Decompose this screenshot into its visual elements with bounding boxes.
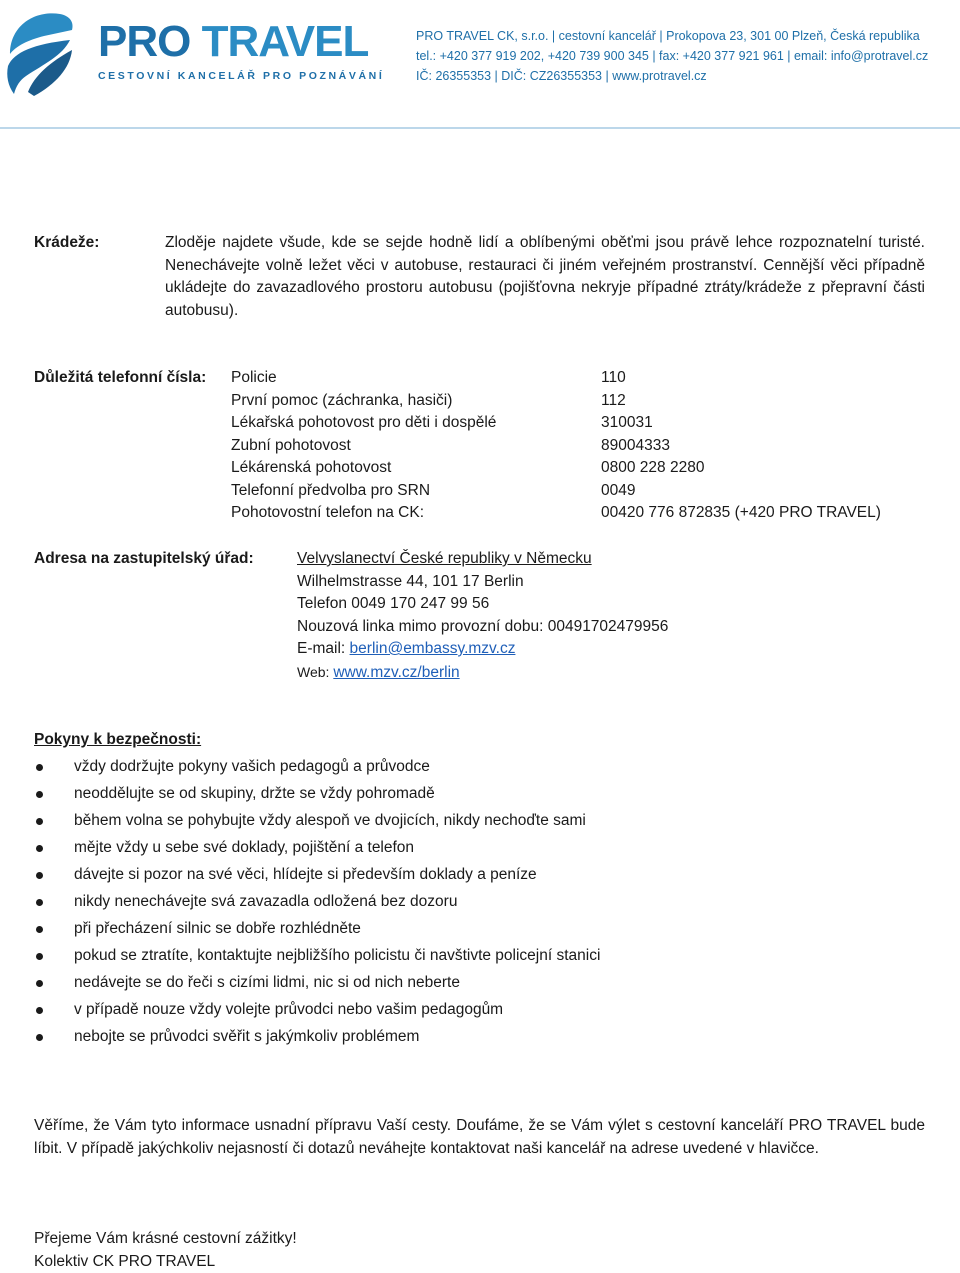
embassy-address: Wilhelmstrasse 44, 101 17 Berlin <box>297 571 524 594</box>
embassy-phone: Telefon 0049 170 247 99 56 <box>297 593 489 616</box>
embassy-emergency: Nouzová linka mimo provozní dobu: 00491702479956 <box>297 616 668 639</box>
theft-label: Krádeže: <box>34 232 99 255</box>
list-item-text: nebojte se průvodci svěřit s jakýmkoliv problémem <box>74 1026 419 1049</box>
brand-travel: TRAVEL <box>202 17 369 66</box>
list-item-text: nedávejte se do řeči s cizími lidmi, nic si od nich neberte <box>74 972 460 995</box>
sign-off <box>34 1228 297 1273</box>
email-label: E-mail: <box>297 640 350 657</box>
wish-line: Přejeme Vám krásné cestovní zážitky! <box>34 1228 297 1251</box>
phone-name: Pohotovostní telefon na CK: <box>231 502 424 525</box>
phone-number: 310031 <box>601 412 653 435</box>
brand-pro: PRO <box>98 17 190 66</box>
list-item-text: neoddělujte se od skupiny, držte se vždy pohromadě <box>74 783 435 806</box>
phones-label: Důležitá telefonní čísla: <box>34 367 206 390</box>
brand-tagline: CESTOVNÍ KANCELÁŘ PRO POZNÁVÁNÍ <box>98 70 384 82</box>
bullet-icon <box>36 1034 43 1041</box>
theft-text: Zloděje najdete všude, kde se sejde hodně lidí a oblíbenými oběťmi jsou právě lehce rozpoznatelní turisté. Nenechávejte volně ležet věci v autobuse, restauraci či jiném veřejném prostranství. Cennější věci případně ukládejte do zavazadlového prostoru autobusu (pojišťovna nekryje případné ztráty/krádeže z přepravní části autobusu). <box>165 232 925 322</box>
phone-name: První pomoc (záchranka, hasiči) <box>231 390 452 413</box>
bullet-icon <box>36 818 43 825</box>
list-item-text: pokud se ztratíte, kontaktujte nejbližšího policistu či navštivte policejní stanici <box>74 945 600 968</box>
company-address: PRO TRAVEL CK, s.r.o. | cestovní kancelář | Prokopova 23, 301 00 Plzeň, Česká republika <box>416 26 928 46</box>
embassy-label: Adresa na zastupitelský úřad: <box>34 548 254 571</box>
phone-name: Telefonní předvolba pro SRN <box>231 480 430 503</box>
brand-name <box>98 20 368 64</box>
list-item-text: vždy dodržujte pokyny vašich pedagogů a průvodce <box>74 756 430 779</box>
phone-number: 110 <box>601 367 626 390</box>
bullet-icon <box>36 953 43 960</box>
letterhead <box>0 0 960 130</box>
company-ids: IČ: 26355353 | DIČ: CZ26355353 | www.protravel.cz <box>416 66 928 86</box>
phone-name: Lékárenská pohotovost <box>231 457 391 480</box>
embassy-web-link[interactable]: www.mzv.cz/berlin <box>333 664 459 681</box>
company-info <box>416 26 928 86</box>
bullet-icon <box>36 872 43 879</box>
list-item-text: dávejte si pozor na své věci, hlídejte si především doklady a peníze <box>74 864 537 887</box>
embassy-email-link[interactable]: berlin@embassy.mzv.cz <box>350 640 516 657</box>
closing-paragraph: Věříme, že Vám tyto informace usnadní přípravu Vaší cesty. Doufáme, že se Vám výlet s cestovní kanceláří PRO TRAVEL bude líbit. V případě jakýchkoliv nejasností či dotazů neváhejte kontaktovat naši kancelář na adrese uvedené v hlavičce. <box>34 1115 925 1160</box>
bullet-icon <box>36 1007 43 1014</box>
embassy-email-line <box>297 638 515 661</box>
company-contacts: tel.: +420 377 919 202, +420 739 900 345 | fax: +420 377 921 961 | email: info@protravel.cz <box>416 46 928 66</box>
list-item-text: během volna se pohybujte vždy alespoň ve dvojicích, nikdy nechoďte sami <box>74 810 586 833</box>
bullet-icon <box>36 899 43 906</box>
list-item-text: nikdy nenechávejte svá zavazadla odložená bez dozoru <box>74 891 457 914</box>
phone-number: 112 <box>601 390 626 413</box>
bullet-icon <box>36 980 43 987</box>
list-item-text: mějte vždy u sebe své doklady, pojištění a telefon <box>74 837 414 860</box>
safety-title: Pokyny k bezpečnosti: <box>34 729 201 752</box>
header-divider <box>0 127 960 129</box>
embassy-web-line <box>297 661 460 685</box>
embassy-name: Velvyslanectví České republiky v Německu <box>297 548 592 571</box>
bullet-icon <box>36 926 43 933</box>
phone-name: Lékařská pohotovost pro děti i dospělé <box>231 412 496 435</box>
phone-number: 89004333 <box>601 435 670 458</box>
bullet-icon <box>36 791 43 798</box>
phone-number: 0800 228 2280 <box>601 457 704 480</box>
phone-name: Zubní pohotovost <box>231 435 351 458</box>
phone-name: Policie <box>231 367 277 390</box>
phone-number: 00420 776 872835 (+420 PRO TRAVEL) <box>601 502 881 525</box>
bullet-icon <box>36 845 43 852</box>
web-label: Web: <box>297 664 333 680</box>
list-item-text: při přecházení silnic se dobře rozhlédněte <box>74 918 361 941</box>
signature: Kolektiv CK PRO TRAVEL <box>34 1251 297 1273</box>
bullet-icon <box>36 764 43 771</box>
list-item-text: v případě nouze vždy volejte průvodci nebo vašim pedagogům <box>74 999 503 1022</box>
pro-travel-logo-icon <box>4 6 74 96</box>
phone-number: 0049 <box>601 480 635 503</box>
